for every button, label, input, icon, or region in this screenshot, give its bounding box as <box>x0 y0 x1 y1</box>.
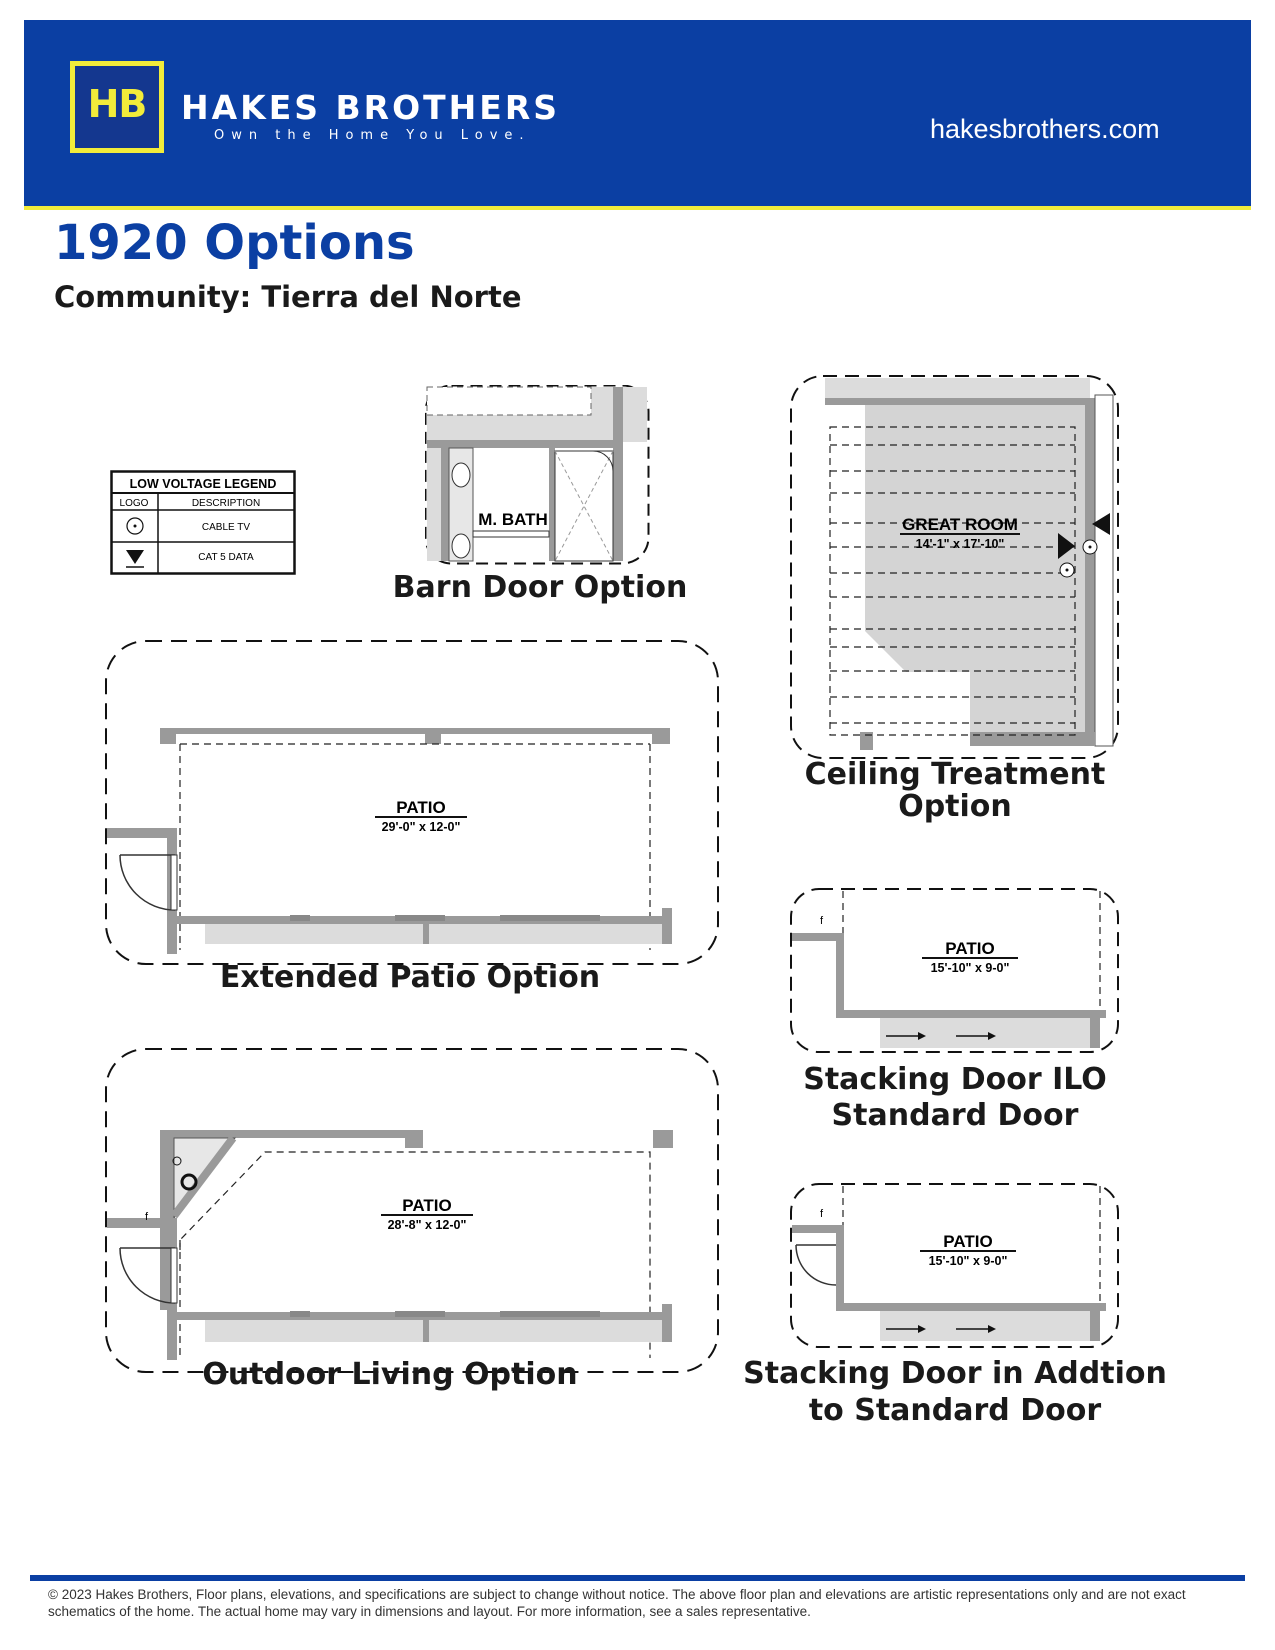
footer-rule <box>30 1575 1245 1581</box>
low-voltage-legend <box>110 470 296 576</box>
stacking-door-ilo-plan <box>790 888 1120 1053</box>
legend-col-logo: LOGO <box>119 498 149 509</box>
header-accent-stripe <box>24 206 1251 210</box>
community-subtitle: Community: Tierra del Norte <box>54 280 522 314</box>
stacking-door-addition-plan <box>790 1183 1120 1348</box>
outdoor-living-patio-label: PATIO <box>402 1196 452 1215</box>
brand-name: HAKES BROTHERS <box>181 88 560 127</box>
stacking-addition-patio-label: PATIO <box>943 1232 993 1251</box>
stacking-addition-caption-line2: to Standard Door <box>808 1393 1102 1428</box>
fixture-symbol: f <box>145 1211 149 1223</box>
stacking-ilo-caption-line1: Stacking Door ILO <box>803 1062 1107 1097</box>
outdoor-living-caption: Outdoor Living Option <box>202 1357 578 1392</box>
ceiling-caption-line2: Option <box>898 789 1012 824</box>
legend-title: LOW VOLTAGE LEGEND <box>129 477 277 491</box>
fixture-symbol: f <box>820 1208 824 1220</box>
footer-disclaimer: © 2023 Hakes Brothers, Floor plans, elevations, and specifications are subject to change without notice. The above floor plan and elevations are artistic representations only and are not exact schematics of the home. The actual home may vary in dimensions and layout. For more information, see a sales representative. <box>48 1587 1186 1619</box>
great-room-dims: 14'-1" x 17'-10" <box>915 537 1005 551</box>
ceiling-treatment-plan <box>790 375 1120 760</box>
stacking-ilo-caption-line2: Standard Door <box>831 1098 1079 1133</box>
legend-col-description: DESCRIPTION <box>191 498 261 509</box>
great-room-label: GREAT ROOM <box>902 515 1018 534</box>
extended-patio-plan <box>105 640 720 965</box>
logo-monogram: HB <box>87 82 147 126</box>
ceiling-caption-line1: Ceiling Treatment <box>804 757 1106 792</box>
legend-cable-tv: CABLE TV <box>201 522 251 533</box>
stacking-addition-patio-dims: 15'-10" x 9-0" <box>928 1254 1008 1268</box>
outdoor-living-patio-dims: 28'-8" x 12-0" <box>387 1218 467 1232</box>
extended-patio-label: PATIO <box>396 798 446 817</box>
page-title: 1920 Options <box>54 215 415 271</box>
barn-door-caption: Barn Door Option <box>392 570 688 605</box>
brand-tagline: Own the Home You Love. <box>214 128 531 143</box>
stacking-ilo-patio-dims: 15'-10" x 9-0" <box>930 961 1010 975</box>
extended-patio-dims: 29'-0" x 12-0" <box>381 820 461 834</box>
barn-door-room-label: M. BATH <box>478 510 548 529</box>
stacking-ilo-patio-label: PATIO <box>945 939 995 958</box>
website-link[interactable]: hakesbrothers.com <box>930 114 1160 144</box>
stacking-addition-caption-line1: Stacking Door in Addtion <box>743 1356 1167 1391</box>
outdoor-living-plan <box>105 1048 720 1373</box>
legend-cat5-data: CAT 5 DATA <box>198 552 254 563</box>
barn-door-plan <box>425 385 650 565</box>
fixture-symbol: f <box>820 915 824 927</box>
extended-patio-caption: Extended Patio Option <box>219 960 601 995</box>
